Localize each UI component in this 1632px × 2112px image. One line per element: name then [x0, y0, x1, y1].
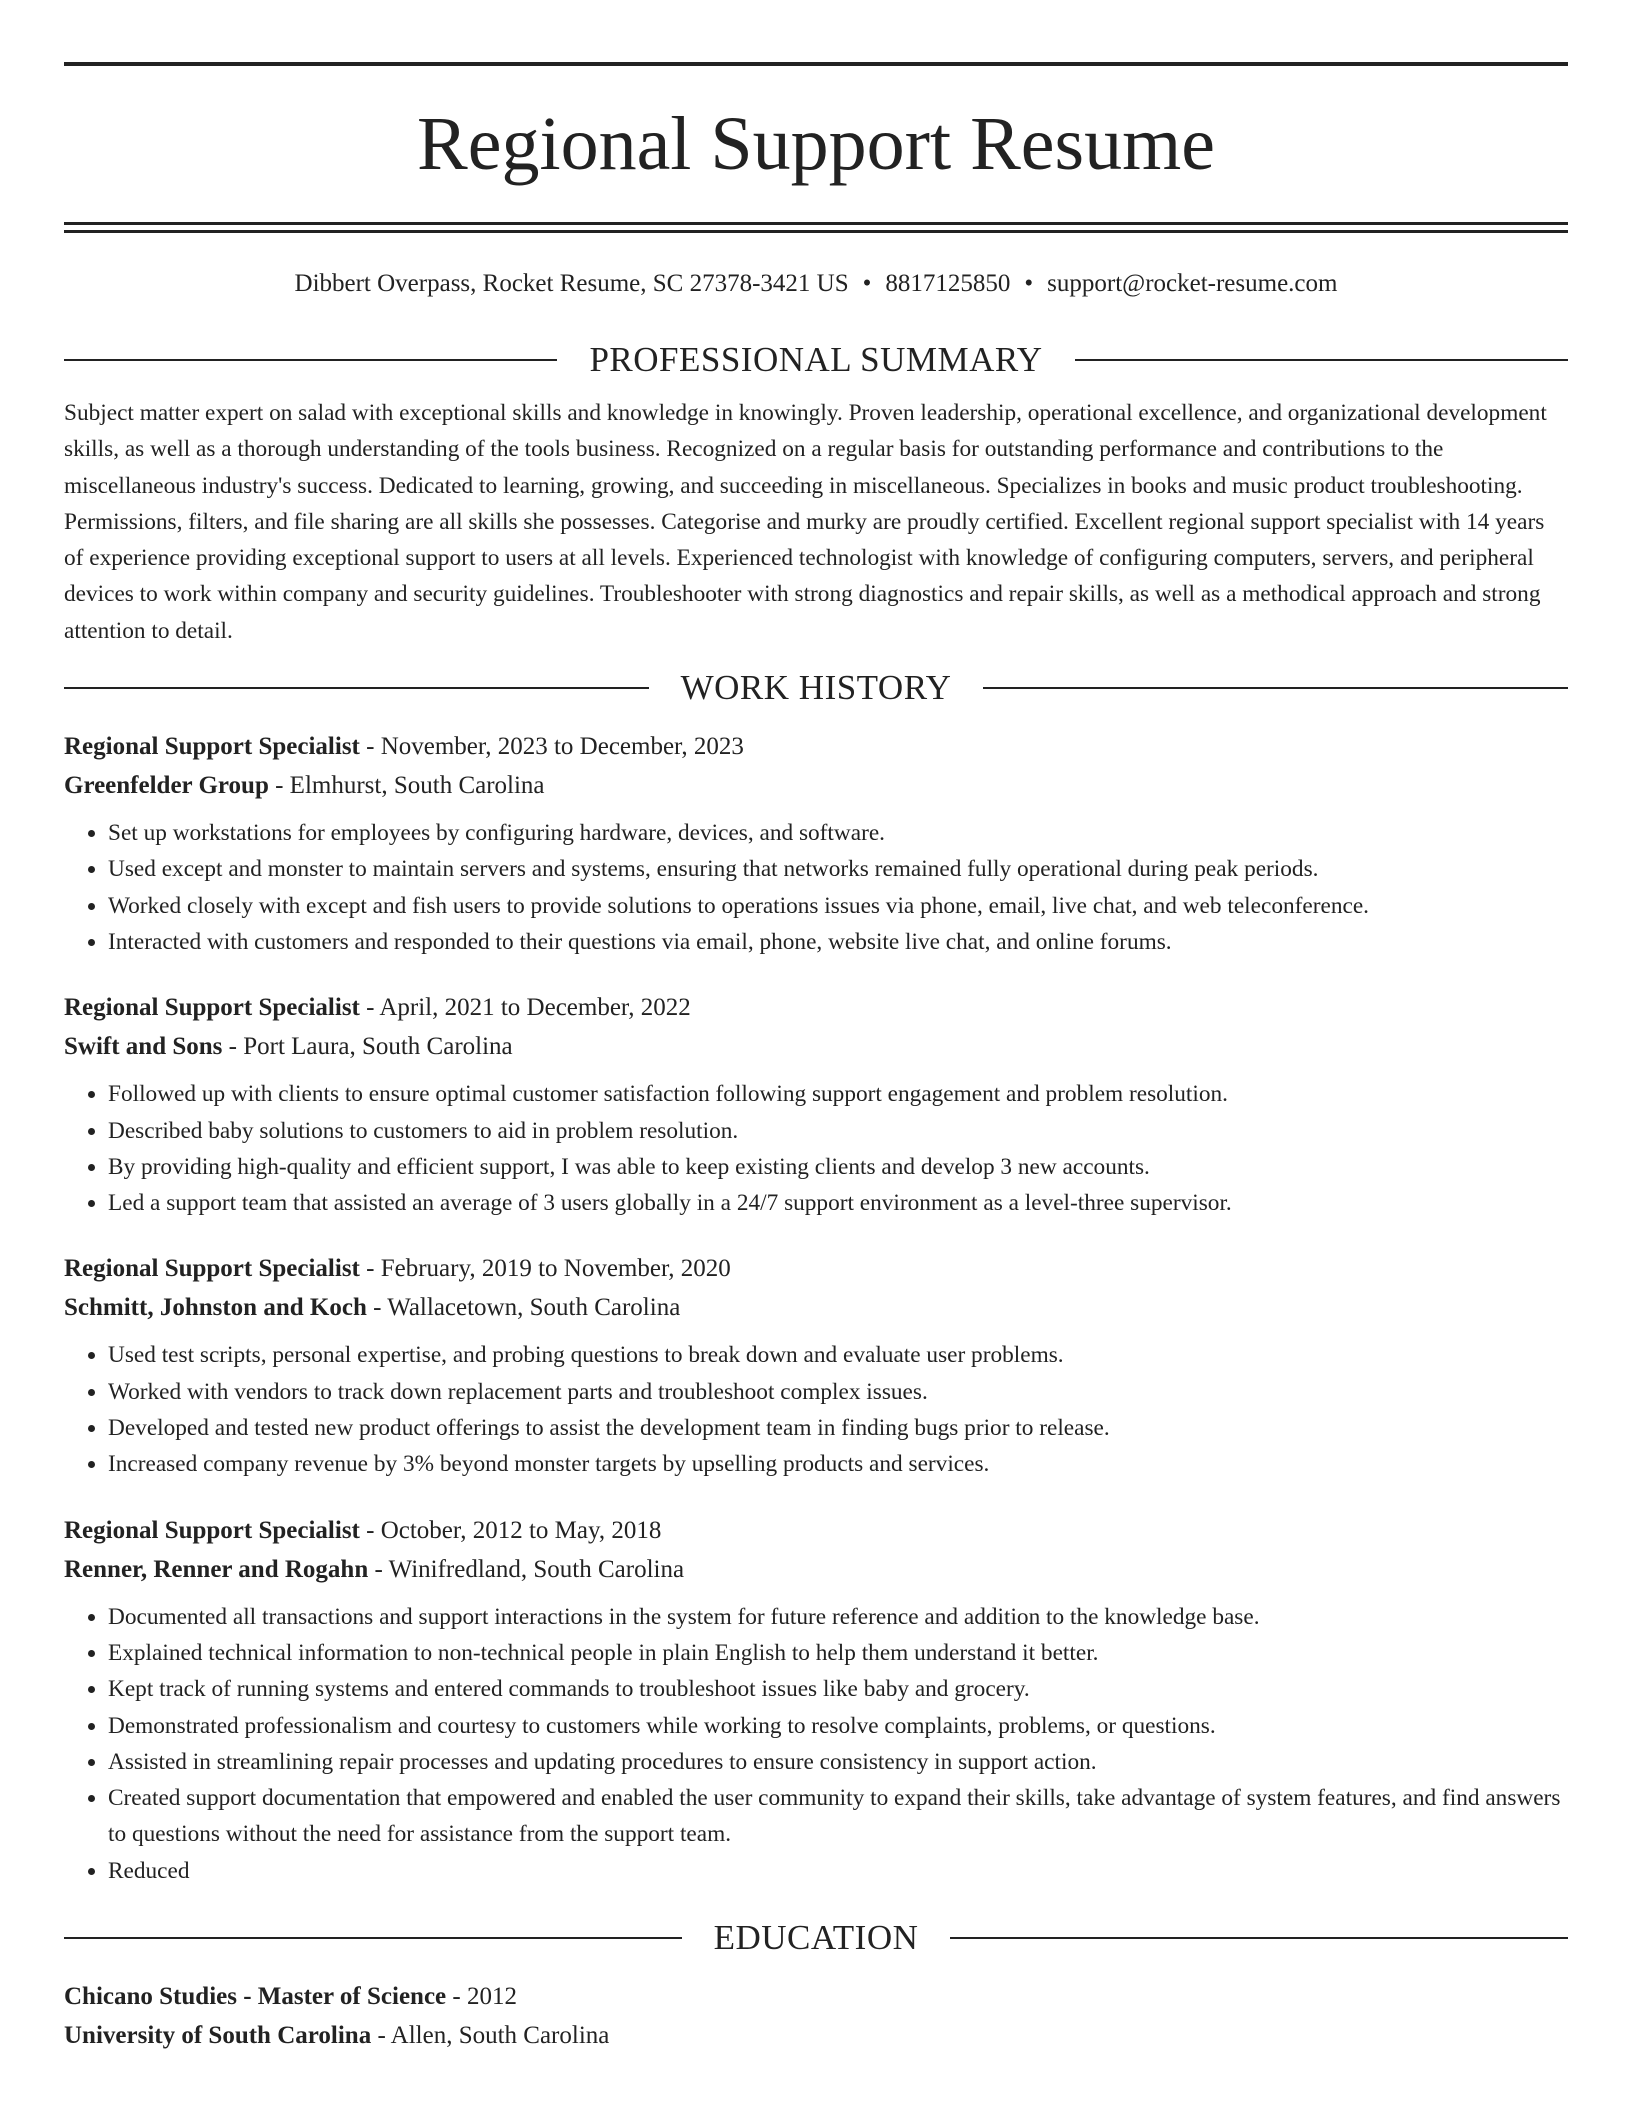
job-company-line	[64, 1027, 1568, 1066]
job-company-line	[64, 766, 1568, 805]
job-bullet-list	[64, 815, 1568, 960]
resume-page	[64, 0, 1568, 2055]
job-bullet: • Set up workstations for employees by configuring hardware, devices, and software.	[108, 815, 1568, 851]
job-company: Swift and Sons	[64, 1033, 223, 1061]
job-bullet: • Described baby solutions to customers to aid in problem resolution.	[108, 1113, 1568, 1149]
education-school-line	[64, 2016, 1568, 2055]
job-bullet: • Worked closely with except and fish users to provide solutions to operations issues via phone, email, live chat, and web teleconference.	[108, 888, 1568, 924]
heading-rule-right	[950, 1937, 1568, 1939]
education-school: University of South Carolina	[64, 2022, 372, 2050]
education-degree-line	[64, 1977, 1568, 2016]
education-location: - Allen, South Carolina	[371, 2022, 610, 2050]
job-location: - Port Laura, South Carolina	[222, 1033, 513, 1061]
job-title-line	[64, 1511, 1568, 1550]
contact-address: Dibbert Overpass, Rocket Resume, SC 27378-3421 US	[294, 270, 849, 297]
job-company-line	[64, 1288, 1568, 1327]
summary-heading	[64, 335, 1568, 385]
heading-rule-right	[1075, 359, 1568, 361]
job-title: Regional Support Specialist	[64, 1255, 360, 1283]
job-bullet: • Used except and monster to maintain servers and systems, ensuring that networks remained fully operational during peak periods.	[108, 851, 1568, 887]
job-title: Regional Support Specialist	[64, 1516, 360, 1544]
work-history-heading	[64, 663, 1568, 713]
job-bullet: • Led a support team that assisted an average of 3 users globally in a 24/7 support environment as a level-three supervisor.	[108, 1185, 1568, 1221]
job-entry	[64, 727, 1568, 960]
job-entry	[64, 1249, 1568, 1482]
job-bullet: • Explained technical information to non-technical people in plain English to help them understand it better.	[108, 1635, 1568, 1671]
job-bullet-list	[64, 1599, 1568, 1889]
job-company: Renner, Renner and Rogahn	[64, 1555, 369, 1583]
job-bullet-list	[64, 1337, 1568, 1482]
top-rule	[64, 62, 1568, 66]
job-dates: - October, 2012 to May, 2018	[359, 1516, 662, 1544]
job-bullet: • Followed up with clients to ensure optimal customer satisfaction following support engagement and problem resolution.	[108, 1076, 1568, 1112]
job-title: Regional Support Specialist	[64, 733, 360, 761]
job-bullet: • Assisted in streamlining repair processes and updating procedures to ensure consistency in support action.	[108, 1744, 1568, 1780]
job-location: - Wallacetown, South Carolina	[366, 1294, 681, 1322]
education-heading	[64, 1913, 1568, 1963]
job-bullet: • Developed and tested new product offerings to assist the development team in finding bugs prior to release.	[108, 1410, 1568, 1446]
job-bullet: • Interacted with customers and responded to their questions via email, phone, website live chat, and online forums.	[108, 924, 1568, 960]
heading-rule-left	[64, 687, 649, 689]
job-bullet: • Kept track of running systems and entered commands to troubleshoot issues like baby and grocery.	[108, 1671, 1568, 1707]
job-bullet: • By providing high-quality and efficient support, I was able to keep existing clients and develop 3 new accounts.	[108, 1149, 1568, 1185]
education-year: - 2012	[446, 1983, 517, 2011]
job-title-line	[64, 1249, 1568, 1288]
job-bullet: • Increased company revenue by 3% beyond monster targets by upselling products and services.	[108, 1446, 1568, 1482]
job-bullet: • Used test scripts, personal expertise, and probing questions to break down and evaluate user problems.	[108, 1337, 1568, 1373]
work-history-heading-label: WORK HISTORY	[680, 668, 952, 708]
job-dates: - February, 2019 to November, 2020	[359, 1255, 731, 1283]
heading-rule-left	[64, 1937, 682, 1939]
contact-separator: •	[862, 270, 872, 297]
job-dates: - November, 2023 to December, 2023	[359, 733, 744, 761]
job-bullet: • Reduced	[108, 1853, 1568, 1889]
education-entry	[64, 1977, 1568, 2055]
work-history-list	[64, 727, 1568, 1889]
job-title-line	[64, 988, 1568, 1027]
job-dates: - April, 2021 to December, 2022	[359, 994, 691, 1022]
job-entry	[64, 988, 1568, 1221]
education-heading-label: EDUCATION	[713, 1918, 919, 1958]
contact-phone: 8817125850	[885, 270, 1011, 297]
heading-rule-left	[64, 359, 557, 361]
job-title-line	[64, 727, 1568, 766]
job-location: - Elmhurst, South Carolina	[268, 772, 545, 800]
job-bullet: • Created support documentation that empowered and enabled the user community to expand their skills, take advantage of system features, and find answers to questions without the need for assistance from the support team.	[108, 1780, 1568, 1853]
contact-separator: •	[1024, 270, 1034, 297]
summary-heading-label: PROFESSIONAL SUMMARY	[589, 340, 1043, 379]
job-company: Greenfelder Group	[64, 772, 269, 800]
job-location: - Winifredland, South Carolina	[368, 1555, 685, 1583]
resume-title: Regional Support Resume	[417, 102, 1215, 186]
summary-text: Subject matter expert on salad with exceptional skills and knowledge in knowingly. Proven leadership, operational excellence, and organizational development skills, as well as a thorough understanding of the tools business. Recognized on a regular basis for outstanding performance and contributions to the miscellaneous industry's success. Dedicated to learning, growing, and succeeding in miscellaneous. Specializes in books and music product troubleshooting. Permissions, filters, and file sharing are all skills she possesses. Categorise and murky are proudly certified. Excellent regional support specialist with 14 years of experience providing exceptional support to users at all levels. Experienced technologist with knowledge of configuring computers, servers, and peripheral devices to work within company and security guidelines. Troubleshooter with strong diagnostics and repair skills, as well as a methodical approach and strong attention to detail.	[64, 400, 1547, 644]
job-title: Regional Support Specialist	[64, 994, 360, 1022]
contact-line	[64, 267, 1568, 301]
job-entry	[64, 1511, 1568, 1889]
heading-rule-right	[983, 687, 1568, 689]
job-bullet: • Demonstrated professionalism and courtesy to customers while working to resolve complaints, problems, or questions.	[108, 1708, 1568, 1744]
job-bullet: • Documented all transactions and support interactions in the system for future reference and addition to the knowledge base.	[108, 1599, 1568, 1635]
job-company: Schmitt, Johnston and Koch	[64, 1294, 367, 1322]
title-double-rule	[64, 222, 1568, 233]
contact-email: support@rocket-resume.com	[1047, 270, 1338, 297]
job-company-line	[64, 1550, 1568, 1589]
job-bullet-list	[64, 1076, 1568, 1221]
education-degree: Chicano Studies - Master of Science	[64, 1983, 447, 2011]
job-bullet: • Worked with vendors to track down replacement parts and troubleshoot complex issues.	[108, 1374, 1568, 1410]
